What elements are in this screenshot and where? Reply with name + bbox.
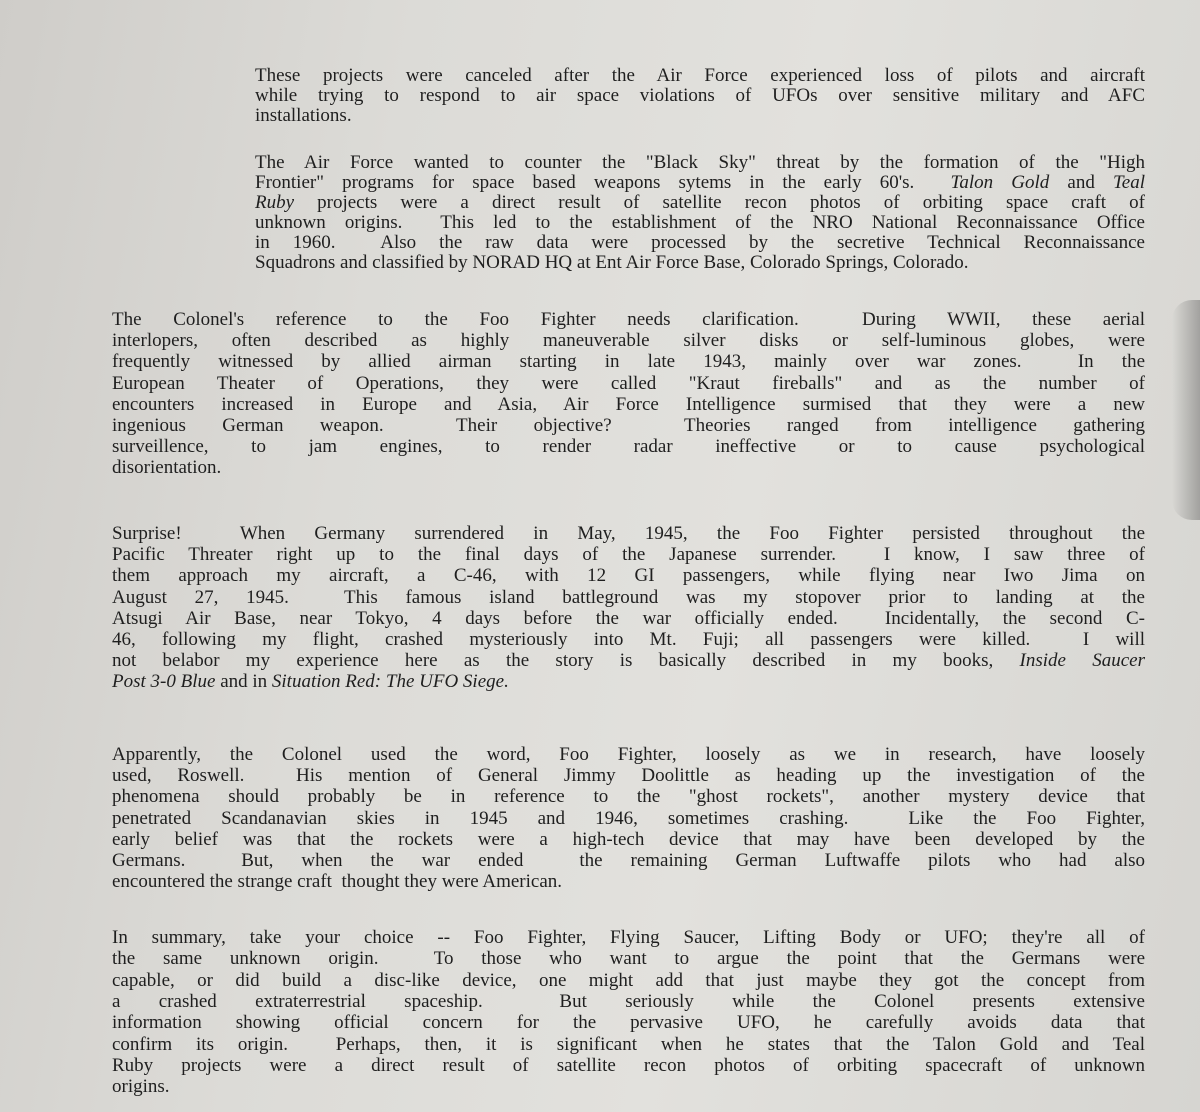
- text-line: [112, 766, 1145, 786]
- text-line: [112, 928, 1145, 948]
- italic-title-text: Talon Gold: [950, 172, 1050, 193]
- text-line: [112, 630, 1145, 650]
- text-segment: Pacific Threater right up to the final days of the Japanese surrender. I know, I saw three of: [112, 544, 1145, 566]
- text-segment: Apparently, the Colonel used the word, Foo Fighter, loosely as we in research, have loosely: [112, 744, 1145, 765]
- text-segment: disorientation.: [112, 457, 222, 479]
- text-segment: surveillence, to jam engines, to render radar ineffective or to cause psychological: [112, 436, 1145, 458]
- text-line: [255, 106, 1145, 126]
- text-segment: while trying to respond to air space violations of UFOs over sensitive military and AFC: [255, 85, 1145, 106]
- text-segment: frequently witnessed by allied airman starting in late 1943, mainly over war zones. In the: [112, 351, 1145, 373]
- italic-title-text: Inside Saucer: [1019, 650, 1145, 672]
- text-segment: used, Roswell. His mention of General Jimmy Doolittle as heading up the investigation of the: [112, 765, 1145, 787]
- text-line: [255, 86, 1145, 106]
- text-segment: capable, or did build a disc-like device, one might add that just maybe they got the concept from: [112, 969, 1145, 991]
- text-line: [112, 672, 1145, 692]
- text-line: [112, 1013, 1145, 1033]
- text-segment: Surprise! When Germany surrendered in May, 1945, the Foo Fighter persisted throughout the: [112, 523, 1145, 544]
- text-segment: the same unknown origin. To those who want to argue the point that the Germans were: [112, 948, 1145, 970]
- text-line: [112, 566, 1145, 586]
- text-line: [112, 524, 1145, 544]
- text-segment: Germans. But, when the war ended the remaining German Luftwaffe pilots who had also: [112, 850, 1145, 871]
- text-segment: interlopers, often described as highly maneuverable silver disks or self-luminous globes, were: [112, 330, 1145, 352]
- text-segment: in 1960. Also the raw data were processed by the secretive Technical Reconnaissance: [255, 232, 1145, 253]
- text-segment: not belabor my experience here as the story is basically described in my books,: [112, 650, 1020, 672]
- text-segment: and: [1049, 172, 1113, 193]
- text-line: [255, 253, 1145, 273]
- text-segment: European Theater of Operations, they were called "Kraut fireballs" and as the number of: [112, 372, 1145, 394]
- text-line: [112, 745, 1145, 765]
- text-line: [255, 233, 1145, 253]
- text-line: [112, 609, 1145, 629]
- text-segment: Squadrons and classified by NORAD HQ at Ent Air Force Base, Colorado Springs, Colorado.: [255, 252, 969, 273]
- text-segment: phenomena should probably be in reference to the "ghost rockets", another mystery device that: [112, 786, 1145, 808]
- text-segment: August 27, 1945. This famous island battleground was my stopover prior to landing at the: [112, 586, 1145, 608]
- text-line: [112, 545, 1145, 565]
- text-line: [112, 437, 1145, 457]
- text-segment: ingenious German weapon. Their objective? Theories ranged from intelligence gathering: [112, 415, 1145, 436]
- text-segment: The Air Force wanted to counter the "Black Sky" threat by the formation of the "High: [255, 152, 1145, 173]
- text-line: [255, 193, 1145, 213]
- text-line: [255, 213, 1145, 233]
- text-line: [112, 851, 1145, 871]
- text-segment: and in: [215, 671, 272, 693]
- text-segment: In summary, take your choice -- Foo Fighter, Flying Saucer, Lifting Body or UFO; they're all of: [112, 927, 1145, 948]
- text-segment: unknown origins. This led to the establishment of the NRO National Reconnaissance Office: [255, 212, 1145, 233]
- text-segment: confirm its origin. Perhaps, then, it is significant when he states that the Talon Gold and Teal: [112, 1033, 1145, 1055]
- text-segment: The Colonel's reference to the Foo Fighter needs clarification. During WWII, these aerial: [112, 309, 1145, 330]
- italic-title-text: Situation Red: The UFO Siege.: [271, 671, 509, 693]
- text-line: [112, 830, 1145, 850]
- text-line: [112, 971, 1145, 991]
- text-line: [112, 809, 1145, 829]
- text-line: [112, 992, 1145, 1012]
- text-line: [112, 1056, 1145, 1076]
- text-line: [255, 153, 1145, 173]
- text-segment: early belief was that the rockets were a high-tech device that may have been developed by the: [112, 828, 1145, 850]
- text-segment: them approach my aircraft, a C-46, with 12 GI passengers, while flying near Iwo Jima on: [112, 565, 1145, 587]
- text-segment: Ruby projects were a direct result of satellite recon photos of orbiting spacecraft of unknown: [112, 1054, 1145, 1076]
- italic-title-text: Ruby: [255, 192, 295, 213]
- text-segment: a crashed extraterrestrial spaceship. But seriously while the Colonel presents extensive: [112, 990, 1145, 1012]
- text-segment: projects were a direct result of satellite recon photos of orbiting space craft of: [294, 192, 1145, 213]
- text-segment: 46, following my flight, crashed mysteriously into Mt. Fuji; all passengers were killed. I will: [112, 629, 1145, 650]
- italic-title-text: Teal: [1112, 172, 1145, 193]
- text-segment: information showing official concern for the pervasive UFO, he carefully avoids data that: [112, 1012, 1145, 1034]
- text-line: [112, 352, 1145, 372]
- text-line: [112, 458, 1145, 478]
- text-line: [112, 1035, 1145, 1055]
- text-segment: encounters increased in Europe and Asia, Air Force Intelligence surmised that they were a new: [112, 393, 1145, 415]
- text-line: [112, 1077, 1145, 1097]
- text-line: [112, 787, 1145, 807]
- text-segment: These projects were canceled after the Air Force experienced loss of pilots and aircraft: [255, 65, 1145, 86]
- text-segment: Atsugi Air Base, near Tokyo, 4 days before the war officially ended. Incidentally, the second C-: [112, 607, 1145, 629]
- text-segment: installations.: [255, 105, 352, 126]
- page-edge-shadow: [1172, 300, 1200, 520]
- text-line: [112, 872, 1145, 892]
- text-line: [112, 374, 1145, 394]
- text-line: [112, 588, 1145, 608]
- text-line: [112, 395, 1145, 415]
- text-segment: penetrated Scandanavian skies in 1945 and 1946, sometimes crashing. Like the Foo Fighter,: [112, 807, 1145, 829]
- italic-title-text: Post 3-0 Blue: [112, 671, 216, 693]
- text-line: [112, 310, 1145, 330]
- text-segment: Frontier" programs for space based weapons sytems in the early 60's.: [255, 172, 951, 193]
- text-segment: origins.: [112, 1076, 170, 1098]
- text-line: [112, 949, 1145, 969]
- text-line: [112, 416, 1145, 436]
- text-segment: encountered the strange craft thought they were American.: [112, 871, 563, 893]
- text-line: [112, 651, 1145, 671]
- text-line: [112, 331, 1145, 351]
- text-line: [255, 66, 1145, 86]
- text-line: [255, 173, 1145, 193]
